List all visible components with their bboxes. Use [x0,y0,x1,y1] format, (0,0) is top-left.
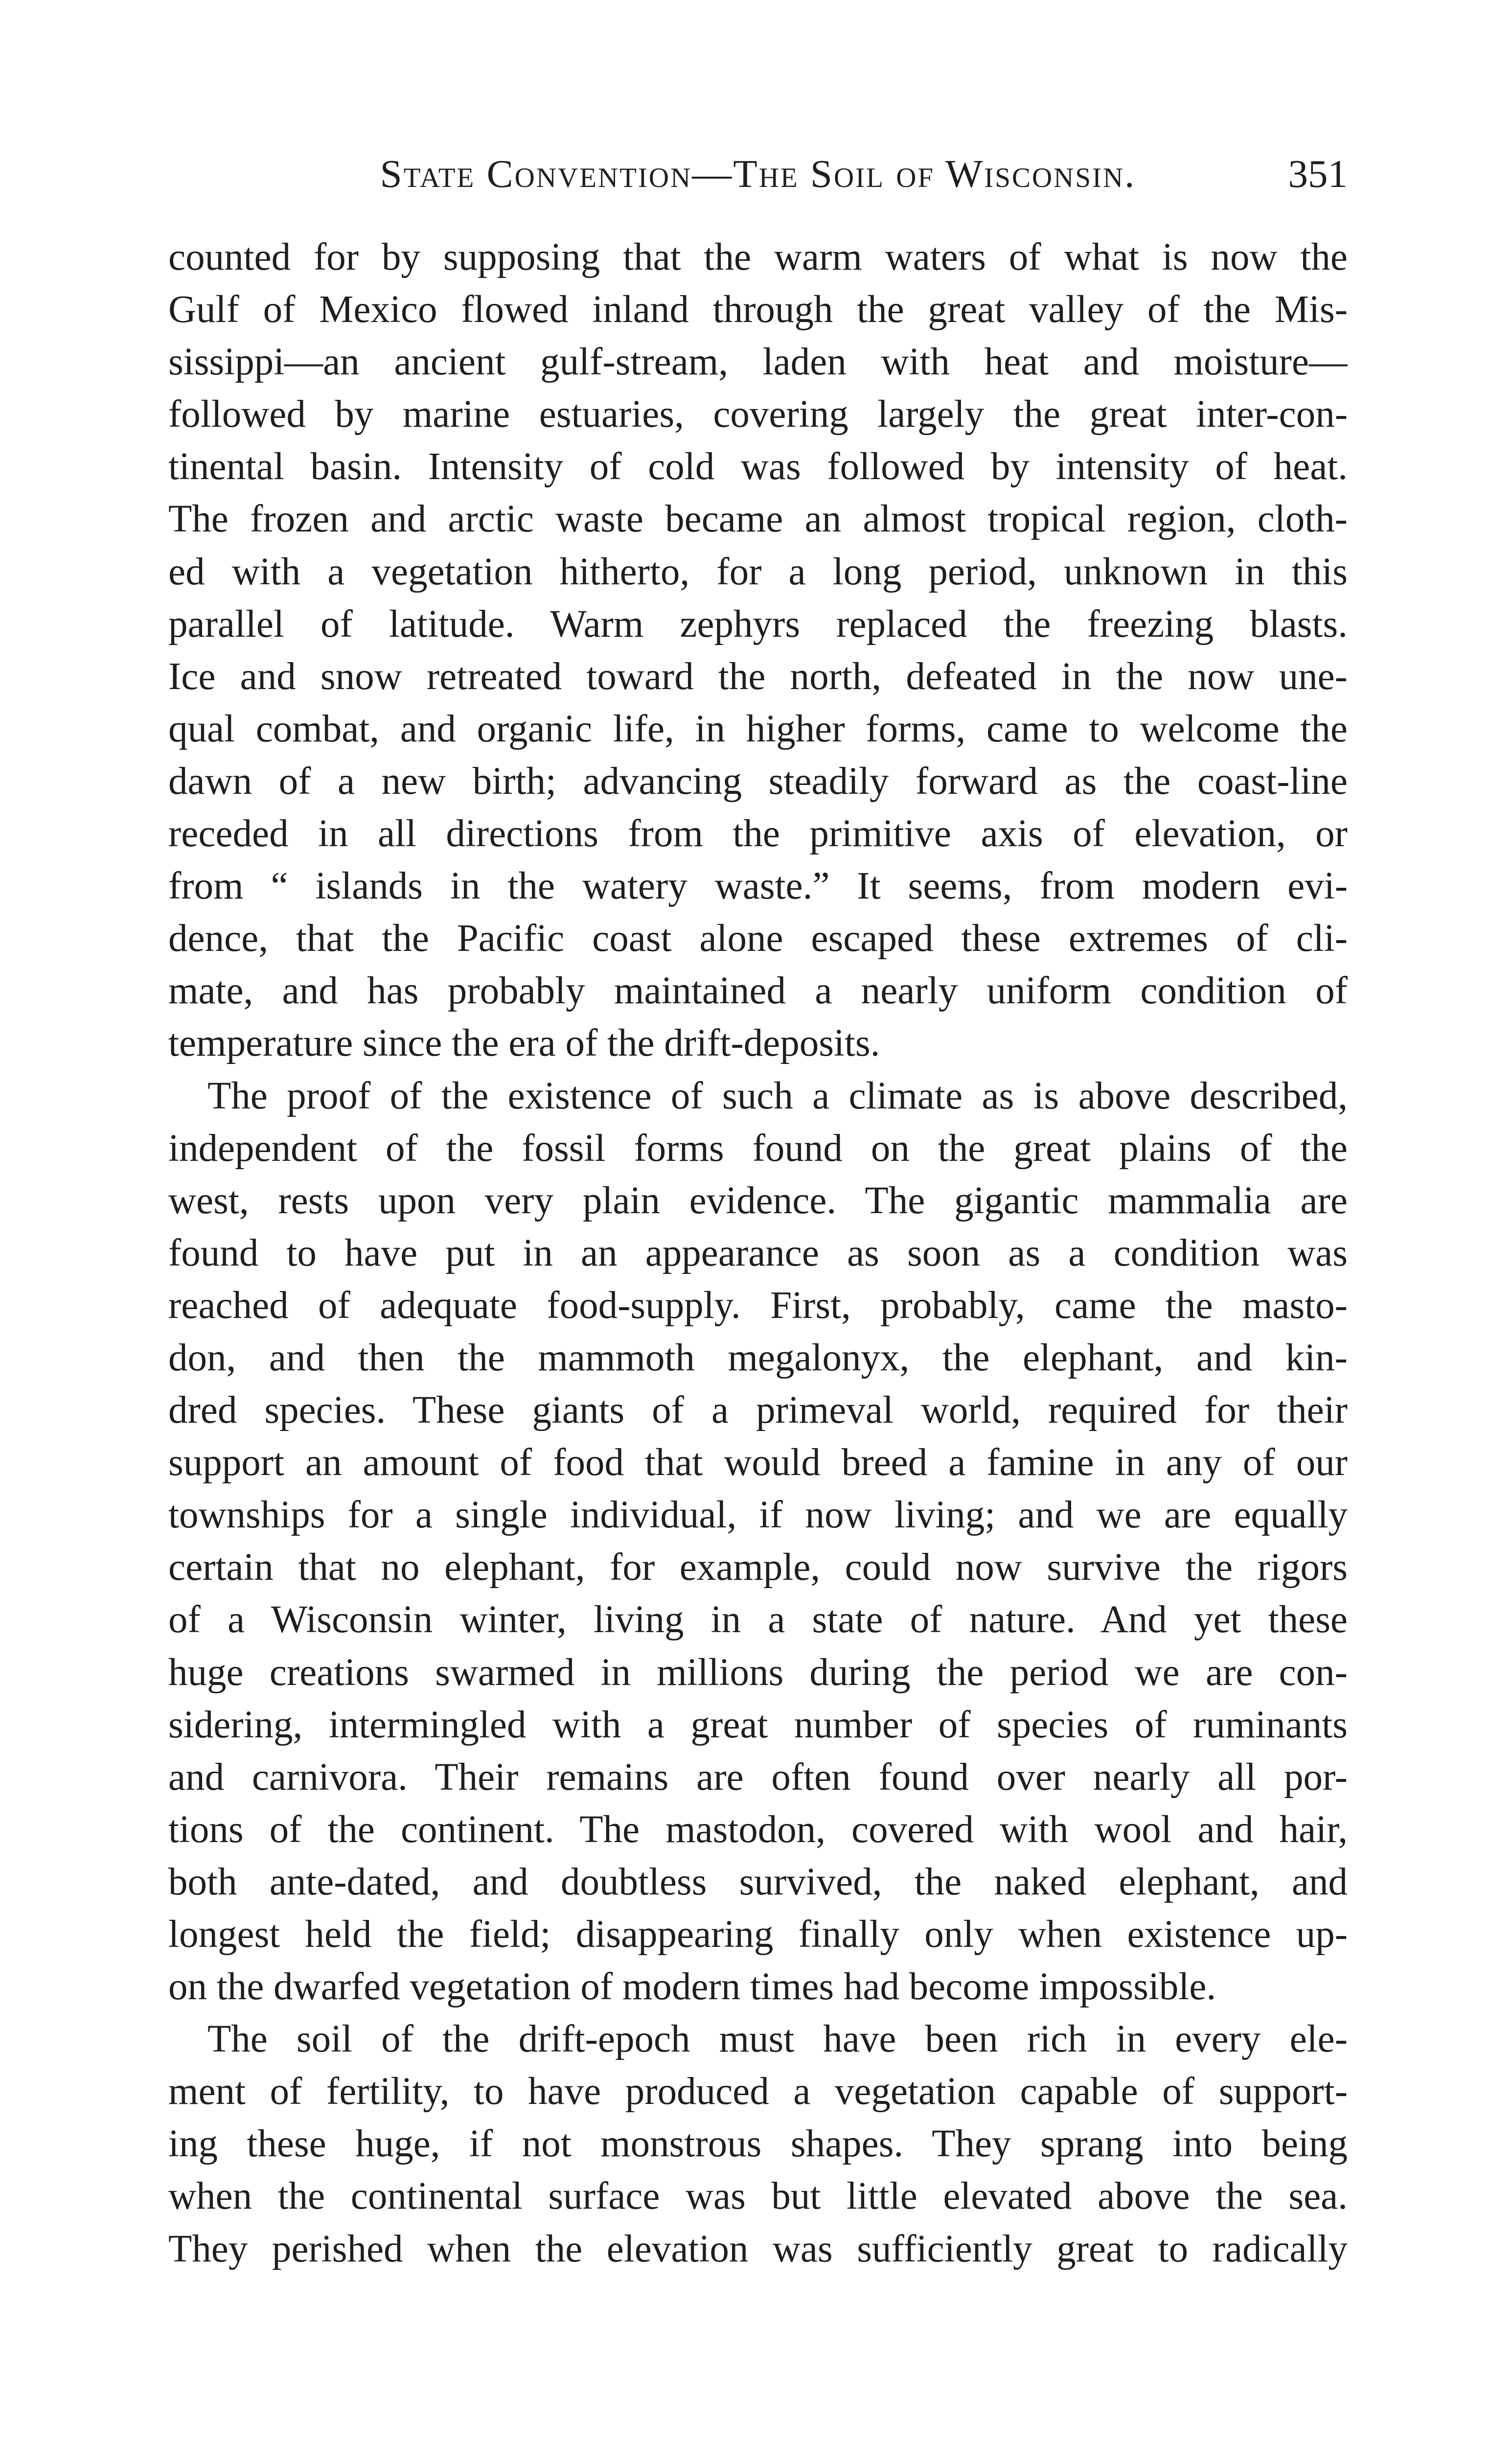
text-line: on the dwarfed vegetation of modern times had become impossible. [168,1965,1216,2008]
text-line: reached of adequate food-supply. First, probably, came the masto- [168,1284,1348,1327]
text-line: huge creations swarmed in millions during the period we are con- [168,1651,1348,1694]
text-line: longest held the field; disappearing finally only when existence up- [168,1913,1348,1956]
text-line: tions of the continent. The mastodon, covered with wool and hair, [168,1808,1348,1851]
running-head [168,147,1348,201]
page-number: 351 [1288,152,1348,196]
running-title: State Convention—The Soil of Wisconsin. [380,152,1136,196]
text-line: ed with a vegetation hitherto, for a long period, unknown in this [168,550,1348,593]
text-line: west, rests upon very plain evidence. The gigantic mammalia are [168,1179,1348,1222]
text-line: from “ islands in the watery waste.” It seems, from modern evi- [168,865,1348,908]
text-line: receded in all directions from the primitive axis of elevation, or [168,812,1348,855]
text-line: don, and then the mammoth megalonyx, the elephant, and kin- [168,1336,1348,1379]
text-line: dawn of a new birth; advancing steadily forward as the coast-line [168,760,1348,803]
text-line: ing these huge, if not monstrous shapes. They sprang into being [168,2123,1348,2166]
text-line: sidering, intermingled with a great number of species of ruminants [168,1703,1348,1746]
text-line: independent of the fossil forms found on the great plains of the [168,1127,1348,1170]
text-line: The proof of the existence of such a climate as is above described, [207,1074,1348,1117]
text-line: qual combat, and organic life, in higher forms, came to welcome the [168,707,1348,750]
text-line: followed by marine estuaries, covering largely the great inter-con- [168,393,1348,436]
text-line: both ante-dated, and doubtless survived, the naked elephant, and [168,1860,1348,1903]
text-line: found to have put in an appearance as soon as a condition was [168,1231,1348,1274]
text-line: The frozen and arctic waste became an almost tropical region, cloth- [168,498,1348,541]
text-line: ment of fertility, to have produced a vegetation capable of support- [168,2070,1348,2113]
text-line: Ice and snow retreated toward the north, defeated in the now une- [168,655,1348,698]
text-line: certain that no elephant, for example, could now survive the rigors [168,1546,1348,1589]
text-line: temperature since the era of the drift-deposits. [168,1022,880,1065]
text-line: and carnivora. Their remains are often found over nearly all por- [168,1755,1348,1799]
text-line: dred species. These giants of a primeval world, required for their [168,1389,1348,1432]
text-line: They perished when the elevation was sufficiently great to radically [168,2227,1348,2270]
text-line: The soil of the drift-epoch must have been rich in every ele- [207,2018,1348,2061]
text-line: mate, and has probably maintained a nearly uniform condition of [168,970,1348,1013]
text-line: counted for by supposing that the warm waters of what is now the [168,236,1348,278]
text-line: dence, that the Pacific coast alone escaped these extremes of cli- [168,917,1348,960]
text-line: sissippi—an ancient gulf-stream, laden with heat and moisture— [168,341,1348,384]
body-text [168,231,1348,2275]
text-line: tinental basin. Intensity of cold was followed by intensity of heat. [168,445,1348,488]
text-line: parallel of latitude. Warm zephyrs replaced the freezing blasts. [168,602,1348,646]
text-line: support an amount of food that would breed a famine in any of our [168,1441,1348,1484]
text-line: of a Wisconsin winter, living in a state of nature. And yet these [168,1598,1348,1641]
text-line: townships for a single individual, if now living; and we are equally [168,1494,1348,1537]
text-line: Gulf of Mexico flowed inland through the great valley of the Mis- [168,288,1348,331]
text-line: when the continental surface was but little elevated above the sea. [168,2175,1348,2218]
